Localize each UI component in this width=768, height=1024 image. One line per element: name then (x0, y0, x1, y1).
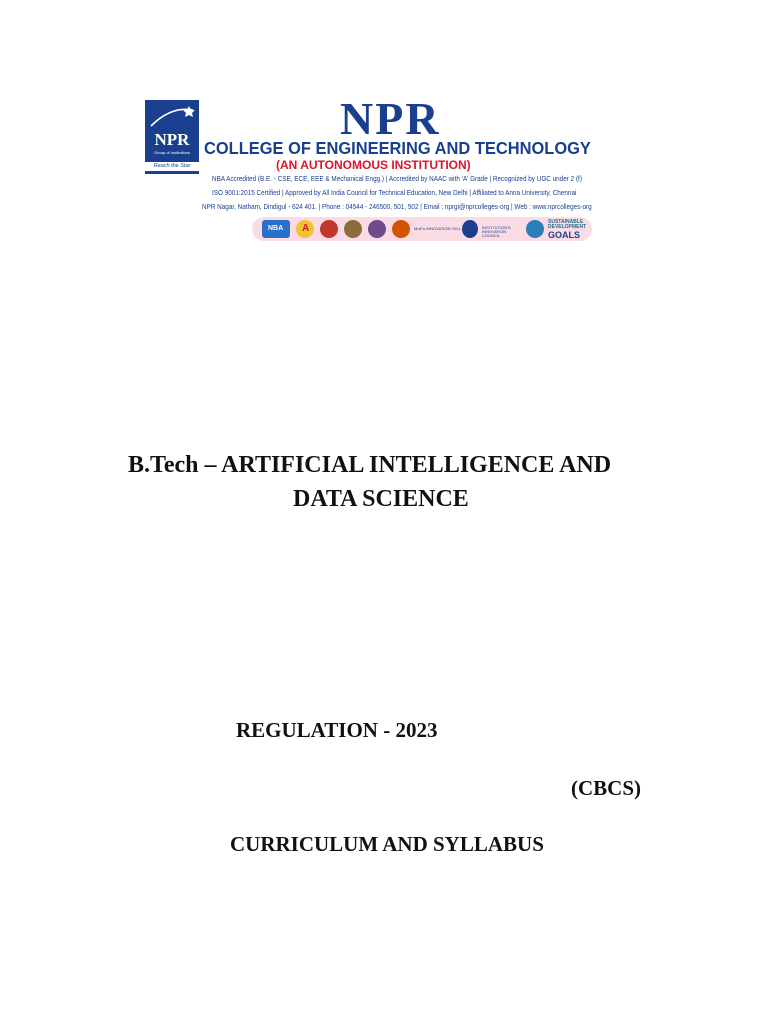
program-title-line-1: B.Tech – ARTIFICIAL INTELLIGENCE AND (128, 452, 612, 478)
iso-badge (320, 220, 338, 238)
nba-label: NBA (268, 225, 284, 232)
contact-line: NPR Nagar, Natham, Dindigul - 624 401. | Phone : 04544 - 246500, 501, 502 | Email : nprgi@nprcolleges-org | Web : www.nprcolleges-org (202, 202, 592, 211)
college-name: COLLEGE OF ENGINEERING AND TECHNOLOGY (204, 138, 591, 158)
university-badge (368, 220, 386, 238)
accreditation-badges (252, 217, 592, 241)
innovation-cell-icon (392, 220, 410, 238)
scheme-label: (CBCS) (571, 776, 642, 800)
document-subtitle: CURRICULUM AND SYLLABUS (230, 832, 544, 856)
innovation-cell-label: MoE's INNOVATION CELL (414, 226, 462, 231)
accreditation-line: NBA Accredited (B.E. - CSE, ECE, EEE & Mechanical Engg.) | Accredited by NAAC with 'A' Grade | Recognized by UGC under 2 (f) (212, 174, 582, 183)
star-swoosh-icon (145, 100, 199, 130)
logo-text: NPR (154, 130, 190, 149)
aicte-badge (344, 220, 362, 238)
nba-badge (262, 220, 290, 238)
naac-badge (296, 220, 314, 238)
sdg-label: SUSTAINABLE DEVELOPMENT (548, 219, 587, 230)
naac-label: A (302, 223, 310, 234)
logo-subtext: Group of Institutions (154, 150, 190, 155)
council-icon (462, 220, 478, 238)
brand-name: NPR (340, 93, 441, 144)
college-header-banner (142, 93, 684, 244)
council-label: INSTITUTION'S INNOVATION COUNCIL (482, 225, 511, 238)
program-title-line-2: DATA SCIENCE (293, 486, 469, 512)
regulation-heading: REGULATION - 2023 (236, 718, 438, 742)
sdg-goals: GOALS (548, 230, 581, 240)
approval-line: ISO 9001:2015 Certified | Approved by All India Council for Technical Education, New Delhi | Affiliated to Anna University, Chennai (212, 188, 577, 197)
autonomous-label: (AN AUTONOMOUS INSTITUTION) (276, 158, 471, 172)
logo-tagline: Reach the Star (145, 162, 199, 171)
sdg-icon (526, 220, 544, 238)
